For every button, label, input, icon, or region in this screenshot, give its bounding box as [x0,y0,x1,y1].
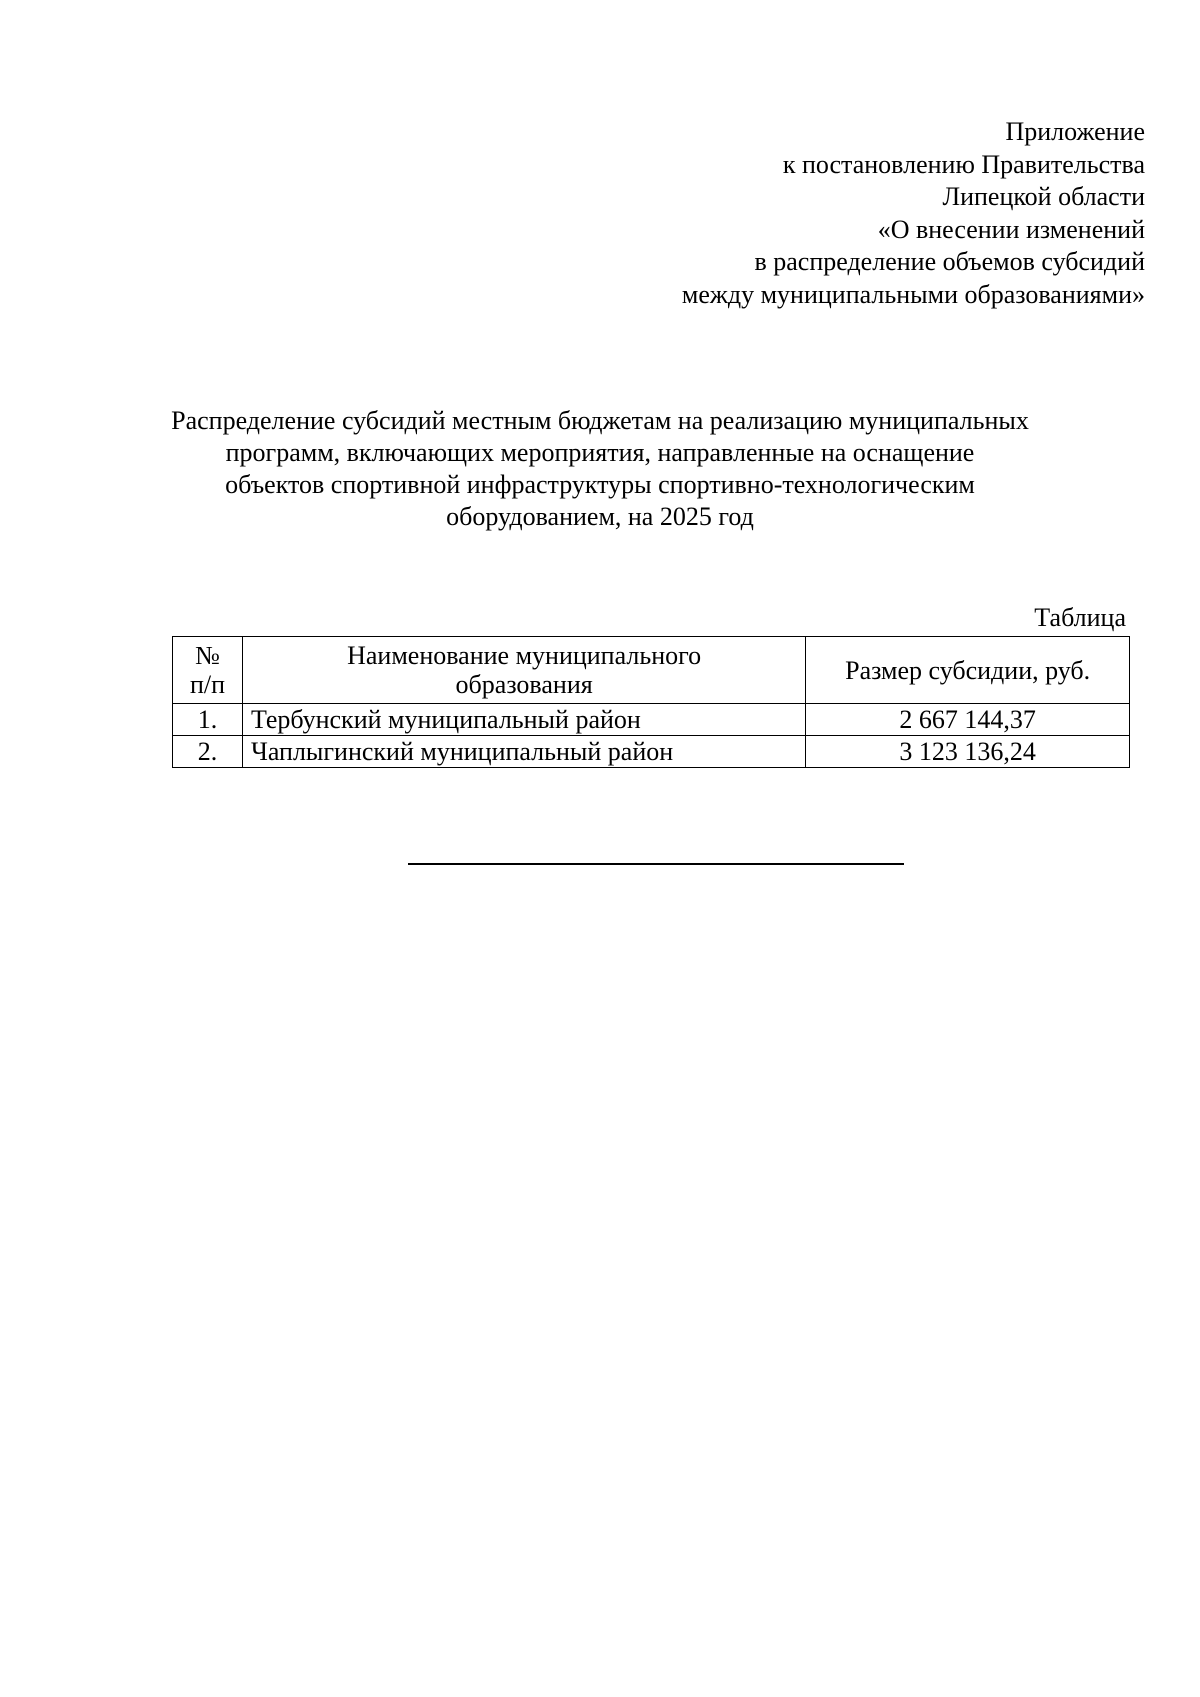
annex-line: к постановлению Правительства [782,149,1145,179]
annex-line: Приложение [1005,117,1145,146]
closing-divider [408,863,904,865]
header-number-line2: п/п [189,670,225,699]
table-row [173,736,1130,768]
annex-line: «О внесении изменений [877,214,1145,244]
row-amount: 2 667 144,37 [806,704,1130,736]
annex-line: между муниципальными образованиями» [681,279,1145,309]
title-line: объектов спортивной инфраструктуры спортивно-технологическим [225,470,975,499]
header-number-line1: № [195,641,220,670]
table-header-row [173,637,1130,704]
subsidy-table [172,636,1130,768]
row-municipality: Чаплыгинский муниципальный район [242,736,805,768]
title-line: программ, включающих мероприятия, направленные на оснащение [225,438,975,467]
table-row [173,704,1130,736]
annex-header [585,116,1145,311]
row-amount: 3 123 136,24 [806,736,1130,768]
row-number: 2. [173,736,243,768]
table-caption: Таблица [1034,603,1126,632]
title-line: Распределение субсидий местным бюджетам на реализацию муниципальных [171,406,1029,435]
annex-line: в распределение объемов субсидий [754,247,1145,276]
header-municipality-line2: образования [455,670,593,699]
row-municipality: Тербунский муниципальный район [242,704,805,736]
row-number: 1. [173,704,243,736]
header-municipality [242,637,805,704]
header-municipality-line1: Наименование муниципального [347,641,702,670]
title-line: оборудованием, на 2025 год [446,502,754,531]
header-number [173,637,243,704]
annex-line: Липецкой области [942,182,1145,211]
document-title [150,405,1050,533]
header-subsidy-amount: Размер субсидии, руб. [806,637,1130,704]
